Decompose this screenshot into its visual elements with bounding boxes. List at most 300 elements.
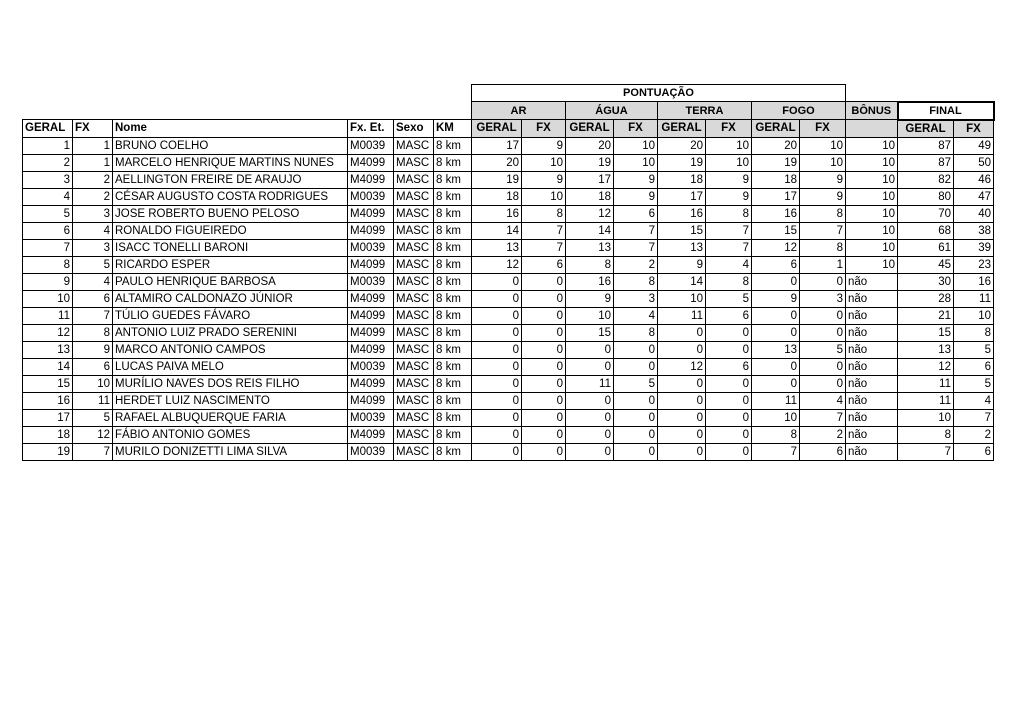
cell-km: 8 km: [434, 341, 472, 358]
cell-fx-et: M4099: [348, 154, 394, 171]
cell-bonus: não: [846, 307, 898, 324]
cell-fx-et: M0039: [348, 188, 394, 205]
cell-km: 8 km: [434, 392, 472, 409]
cell-fx-et: M4099: [348, 341, 394, 358]
cell-fx-et: M4099: [348, 324, 394, 341]
cell-nome: TÚLIO GUEDES FÁVARO: [113, 307, 348, 324]
cell-ar-geral: 0: [472, 273, 522, 290]
cell-fogo-fx: 10: [800, 137, 846, 154]
cell-fx: 5: [73, 256, 113, 273]
cell-fogo-fx: 9: [800, 171, 846, 188]
cell-agua-fx: 0: [614, 341, 658, 358]
cell-agua-fx: 8: [614, 273, 658, 290]
cell-fx-et: M4099: [348, 426, 394, 443]
cell-terra-fx: 5: [706, 290, 752, 307]
cell-bonus: 10: [846, 222, 898, 239]
cell-nome: ISACC TONELLI BARONI: [113, 239, 348, 256]
cell-fogo-geral: 0: [752, 358, 800, 375]
cell-nome: RICARDO ESPER: [113, 256, 348, 273]
cell-fx-et: M4099: [348, 290, 394, 307]
cell-nome: LUCAS PAIVA MELO: [113, 358, 348, 375]
cell-final-fx: 7: [954, 409, 994, 426]
cell-terra-fx: 0: [706, 375, 752, 392]
group-terra: TERRA: [658, 102, 752, 120]
cell-bonus: não: [846, 392, 898, 409]
cell-agua-fx: 5: [614, 375, 658, 392]
cell-agua-fx: 3: [614, 290, 658, 307]
col-terra-fx: FX: [706, 120, 752, 138]
cell-agua-fx: 10: [614, 137, 658, 154]
pontuacao-header: PONTUAÇÃO: [472, 85, 846, 102]
cell-ar-fx: 9: [522, 137, 566, 154]
cell-ar-fx: 0: [522, 273, 566, 290]
cell-nome: RONALDO FIGUEIREDO: [113, 222, 348, 239]
cell-fogo-geral: 7: [752, 443, 800, 460]
cell-geral: 4: [23, 188, 73, 205]
cell-terra-fx: 8: [706, 273, 752, 290]
cell-geral: 5: [23, 205, 73, 222]
cell-bonus: não: [846, 358, 898, 375]
cell-sexo: MASC: [394, 154, 434, 171]
table-row: [23, 273, 994, 290]
table-row: [23, 358, 994, 375]
cell-fx: 8: [73, 324, 113, 341]
cell-ar-geral: 0: [472, 392, 522, 409]
cell-fx-et: M4099: [348, 205, 394, 222]
cell-sexo: MASC: [394, 256, 434, 273]
cell-agua-geral: 11: [566, 375, 614, 392]
cell-fx-et: M4099: [348, 171, 394, 188]
cell-km: 8 km: [434, 222, 472, 239]
cell-final-geral: 68: [898, 222, 954, 239]
cell-sexo: MASC: [394, 171, 434, 188]
cell-final-fx: 6: [954, 443, 994, 460]
cell-terra-geral: 0: [658, 324, 706, 341]
cell-ar-geral: 19: [472, 171, 522, 188]
cell-agua-geral: 12: [566, 205, 614, 222]
cell-ar-fx: 0: [522, 443, 566, 460]
cell-geral: 15: [23, 375, 73, 392]
cell-sexo: MASC: [394, 205, 434, 222]
cell-final-geral: 11: [898, 375, 954, 392]
cell-fx-et: M0039: [348, 409, 394, 426]
cell-km: 8 km: [434, 443, 472, 460]
table-row: [23, 426, 994, 443]
cell-nome: ALTAMIRO CALDONAZO JÚNIOR: [113, 290, 348, 307]
cell-fogo-fx: 5: [800, 341, 846, 358]
col-agua-fx: FX: [614, 120, 658, 138]
header-row-columns: [23, 120, 994, 138]
cell-ar-fx: 0: [522, 409, 566, 426]
cell-terra-geral: 11: [658, 307, 706, 324]
cell-fogo-geral: 6: [752, 256, 800, 273]
cell-sexo: MASC: [394, 324, 434, 341]
cell-terra-geral: 9: [658, 256, 706, 273]
cell-geral: 17: [23, 409, 73, 426]
table-row: [23, 205, 994, 222]
cell-terra-geral: 17: [658, 188, 706, 205]
table-row: [23, 341, 994, 358]
cell-agua-geral: 15: [566, 324, 614, 341]
cell-terra-geral: 20: [658, 137, 706, 154]
cell-agua-geral: 0: [566, 341, 614, 358]
col-sexo: Sexo: [394, 120, 434, 138]
cell-fogo-geral: 0: [752, 307, 800, 324]
table-row: [23, 222, 994, 239]
col-km: KM: [434, 120, 472, 138]
cell-bonus: 10: [846, 188, 898, 205]
cell-terra-geral: 15: [658, 222, 706, 239]
cell-nome: JOSE ROBERTO BUENO PELOSO: [113, 205, 348, 222]
cell-fx: 4: [73, 273, 113, 290]
cell-ar-geral: 0: [472, 409, 522, 426]
header-row-pontuacao: [23, 85, 994, 102]
cell-agua-geral: 16: [566, 273, 614, 290]
cell-geral: 11: [23, 307, 73, 324]
cell-geral: 8: [23, 256, 73, 273]
cell-fogo-fx: 0: [800, 307, 846, 324]
cell-fogo-fx: 0: [800, 375, 846, 392]
cell-final-fx: 4: [954, 392, 994, 409]
cell-fx-et: M4099: [348, 256, 394, 273]
cell-ar-fx: 0: [522, 426, 566, 443]
cell-terra-fx: 0: [706, 426, 752, 443]
cell-km: 8 km: [434, 409, 472, 426]
cell-ar-fx: 8: [522, 205, 566, 222]
cell-fogo-fx: 1: [800, 256, 846, 273]
cell-fogo-fx: 8: [800, 205, 846, 222]
cell-fogo-geral: 0: [752, 273, 800, 290]
group-final: FINAL: [898, 102, 994, 120]
cell-fogo-fx: 0: [800, 273, 846, 290]
cell-agua-fx: 0: [614, 409, 658, 426]
cell-fx-et: M4099: [348, 392, 394, 409]
cell-final-geral: 61: [898, 239, 954, 256]
cell-final-fx: 11: [954, 290, 994, 307]
cell-agua-fx: 0: [614, 443, 658, 460]
cell-fx: 1: [73, 137, 113, 154]
cell-sexo: MASC: [394, 290, 434, 307]
cell-final-geral: 70: [898, 205, 954, 222]
cell-terra-geral: 16: [658, 205, 706, 222]
cell-fx: 6: [73, 290, 113, 307]
cell-nome: RAFAEL ALBUQUERQUE FARIA: [113, 409, 348, 426]
cell-final-geral: 7: [898, 443, 954, 460]
cell-agua-fx: 6: [614, 205, 658, 222]
cell-final-geral: 15: [898, 324, 954, 341]
cell-fogo-geral: 15: [752, 222, 800, 239]
group-bonus: BÔNUS: [846, 102, 898, 120]
cell-agua-geral: 19: [566, 154, 614, 171]
cell-bonus: não: [846, 341, 898, 358]
cell-final-fx: 2: [954, 426, 994, 443]
cell-terra-fx: 8: [706, 205, 752, 222]
table-row: [23, 307, 994, 324]
cell-fx: 5: [73, 409, 113, 426]
cell-terra-fx: 6: [706, 307, 752, 324]
cell-km: 8 km: [434, 239, 472, 256]
cell-fx: 7: [73, 307, 113, 324]
cell-fogo-fx: 0: [800, 324, 846, 341]
cell-fogo-fx: 2: [800, 426, 846, 443]
cell-fogo-geral: 9: [752, 290, 800, 307]
cell-geral: 14: [23, 358, 73, 375]
cell-geral: 10: [23, 290, 73, 307]
cell-fogo-geral: 19: [752, 154, 800, 171]
cell-fx-et: M4099: [348, 222, 394, 239]
cell-terra-fx: 0: [706, 324, 752, 341]
cell-nome: MARCELO HENRIQUE MARTINS NUNES: [113, 154, 348, 171]
cell-bonus: 10: [846, 154, 898, 171]
cell-final-fx: 5: [954, 375, 994, 392]
cell-final-geral: 28: [898, 290, 954, 307]
cell-fx: 2: [73, 188, 113, 205]
cell-ar-geral: 0: [472, 290, 522, 307]
table-row: [23, 443, 994, 460]
cell-fx: 9: [73, 341, 113, 358]
cell-agua-fx: 9: [614, 171, 658, 188]
cell-fx: 3: [73, 205, 113, 222]
cell-ar-fx: 0: [522, 290, 566, 307]
cell-km: 8 km: [434, 375, 472, 392]
col-geral: GERAL: [23, 120, 73, 138]
cell-ar-geral: 16: [472, 205, 522, 222]
cell-nome: FÁBIO ANTONIO GOMES: [113, 426, 348, 443]
cell-km: 8 km: [434, 324, 472, 341]
cell-geral: 1: [23, 137, 73, 154]
table-row: [23, 290, 994, 307]
cell-final-geral: 12: [898, 358, 954, 375]
cell-fogo-fx: 7: [800, 409, 846, 426]
cell-final-geral: 87: [898, 154, 954, 171]
cell-agua-geral: 17: [566, 171, 614, 188]
cell-fogo-geral: 10: [752, 409, 800, 426]
cell-ar-geral: 18: [472, 188, 522, 205]
cell-ar-fx: 0: [522, 358, 566, 375]
cell-fogo-geral: 16: [752, 205, 800, 222]
cell-sexo: MASC: [394, 358, 434, 375]
cell-agua-fx: 2: [614, 256, 658, 273]
table-row: [23, 375, 994, 392]
cell-fx: 10: [73, 375, 113, 392]
cell-km: 8 km: [434, 426, 472, 443]
cell-sexo: MASC: [394, 273, 434, 290]
cell-final-fx: 23: [954, 256, 994, 273]
cell-km: 8 km: [434, 154, 472, 171]
cell-fogo-fx: 0: [800, 358, 846, 375]
table-row: [23, 154, 994, 171]
cell-terra-fx: 7: [706, 222, 752, 239]
cell-ar-geral: 0: [472, 358, 522, 375]
cell-km: 8 km: [434, 273, 472, 290]
cell-nome: HERDET LUIZ NASCIMENTO: [113, 392, 348, 409]
cell-fx-et: M0039: [348, 443, 394, 460]
table-row: [23, 239, 994, 256]
col-fogo-geral: GERAL: [752, 120, 800, 138]
table-row: [23, 324, 994, 341]
cell-fogo-geral: 18: [752, 171, 800, 188]
cell-agua-geral: 0: [566, 443, 614, 460]
cell-ar-geral: 0: [472, 426, 522, 443]
cell-final-fx: 38: [954, 222, 994, 239]
cell-sexo: MASC: [394, 341, 434, 358]
cell-nome: MARCO ANTONIO CAMPOS: [113, 341, 348, 358]
cell-nome: PAULO HENRIQUE BARBOSA: [113, 273, 348, 290]
cell-bonus: 10: [846, 171, 898, 188]
cell-fogo-geral: 12: [752, 239, 800, 256]
cell-sexo: MASC: [394, 137, 434, 154]
cell-fogo-geral: 17: [752, 188, 800, 205]
cell-fx: 2: [73, 171, 113, 188]
cell-ar-geral: 20: [472, 154, 522, 171]
cell-fx-et: M4099: [348, 307, 394, 324]
cell-fx: 7: [73, 443, 113, 460]
cell-ar-geral: 0: [472, 375, 522, 392]
cell-terra-fx: 0: [706, 409, 752, 426]
col-agua-geral: GERAL: [566, 120, 614, 138]
cell-ar-geral: 0: [472, 307, 522, 324]
cell-ar-fx: 9: [522, 171, 566, 188]
cell-agua-geral: 0: [566, 358, 614, 375]
cell-bonus: 10: [846, 205, 898, 222]
cell-ar-fx: 10: [522, 154, 566, 171]
cell-nome: BRUNO COELHO: [113, 137, 348, 154]
cell-ar-geral: 0: [472, 324, 522, 341]
cell-fx-et: M0039: [348, 358, 394, 375]
cell-fx: 3: [73, 239, 113, 256]
cell-geral: 3: [23, 171, 73, 188]
cell-final-fx: 8: [954, 324, 994, 341]
cell-final-fx: 49: [954, 137, 994, 154]
cell-final-fx: 6: [954, 358, 994, 375]
cell-terra-fx: 0: [706, 443, 752, 460]
col-final-fx: FX: [954, 120, 994, 138]
cell-geral: 9: [23, 273, 73, 290]
cell-sexo: MASC: [394, 409, 434, 426]
cell-sexo: MASC: [394, 426, 434, 443]
cell-final-geral: 30: [898, 273, 954, 290]
cell-nome: ANTONIO LUIZ PRADO SERENINI: [113, 324, 348, 341]
col-terra-geral: GERAL: [658, 120, 706, 138]
cell-fogo-fx: 4: [800, 392, 846, 409]
table-row: [23, 137, 994, 154]
cell-km: 8 km: [434, 205, 472, 222]
cell-fx-et: M0039: [348, 239, 394, 256]
cell-fogo-fx: 7: [800, 222, 846, 239]
cell-final-geral: 87: [898, 137, 954, 154]
cell-ar-geral: 17: [472, 137, 522, 154]
cell-fx: 1: [73, 154, 113, 171]
cell-agua-geral: 0: [566, 392, 614, 409]
cell-terra-geral: 18: [658, 171, 706, 188]
cell-ar-fx: 10: [522, 188, 566, 205]
cell-bonus: não: [846, 324, 898, 341]
cell-terra-geral: 0: [658, 443, 706, 460]
cell-nome: CÉSAR AUGUSTO COSTA RODRIGUES: [113, 188, 348, 205]
cell-fogo-fx: 8: [800, 239, 846, 256]
cell-geral: 18: [23, 426, 73, 443]
cell-fogo-fx: 9: [800, 188, 846, 205]
cell-final-geral: 45: [898, 256, 954, 273]
cell-agua-fx: 10: [614, 154, 658, 171]
cell-final-geral: 82: [898, 171, 954, 188]
cell-ar-fx: 0: [522, 375, 566, 392]
col-fx-et: Fx. Et.: [348, 120, 394, 138]
cell-agua-geral: 0: [566, 409, 614, 426]
cell-terra-geral: 0: [658, 426, 706, 443]
cell-geral: 2: [23, 154, 73, 171]
cell-bonus: 10: [846, 239, 898, 256]
cell-km: 8 km: [434, 188, 472, 205]
cell-ar-fx: 0: [522, 307, 566, 324]
cell-final-geral: 13: [898, 341, 954, 358]
cell-terra-geral: 12: [658, 358, 706, 375]
cell-km: 8 km: [434, 137, 472, 154]
cell-final-fx: 10: [954, 307, 994, 324]
results-table: [22, 84, 995, 461]
cell-agua-geral: 20: [566, 137, 614, 154]
cell-agua-geral: 10: [566, 307, 614, 324]
group-agua: ÁGUA: [566, 102, 658, 120]
cell-agua-geral: 14: [566, 222, 614, 239]
cell-terra-geral: 10: [658, 290, 706, 307]
cell-terra-geral: 0: [658, 392, 706, 409]
cell-geral: 13: [23, 341, 73, 358]
cell-agua-geral: 9: [566, 290, 614, 307]
cell-fogo-geral: 8: [752, 426, 800, 443]
cell-fogo-fx: 10: [800, 154, 846, 171]
cell-sexo: MASC: [394, 307, 434, 324]
cell-terra-fx: 9: [706, 171, 752, 188]
table-row: [23, 171, 994, 188]
cell-geral: 19: [23, 443, 73, 460]
cell-sexo: MASC: [394, 375, 434, 392]
cell-fx-et: M0039: [348, 273, 394, 290]
col-ar-geral: GERAL: [472, 120, 522, 138]
header-row-groups: [23, 102, 994, 120]
cell-bonus: 10: [846, 256, 898, 273]
cell-terra-geral: 0: [658, 409, 706, 426]
cell-fogo-geral: 0: [752, 324, 800, 341]
cell-nome: MURILO DONIZETTI LIMA SILVA: [113, 443, 348, 460]
cell-agua-geral: 13: [566, 239, 614, 256]
cell-ar-fx: 0: [522, 324, 566, 341]
cell-geral: 16: [23, 392, 73, 409]
cell-bonus: não: [846, 375, 898, 392]
cell-final-fx: 5: [954, 341, 994, 358]
cell-fx: 6: [73, 358, 113, 375]
cell-final-geral: 21: [898, 307, 954, 324]
cell-terra-fx: 4: [706, 256, 752, 273]
cell-bonus: não: [846, 290, 898, 307]
cell-agua-fx: 8: [614, 324, 658, 341]
cell-fx: 12: [73, 426, 113, 443]
cell-sexo: MASC: [394, 443, 434, 460]
group-fogo: FOGO: [752, 102, 846, 120]
cell-bonus: não: [846, 443, 898, 460]
cell-km: 8 km: [434, 358, 472, 375]
cell-fogo-fx: 6: [800, 443, 846, 460]
cell-ar-fx: 6: [522, 256, 566, 273]
cell-fx: 11: [73, 392, 113, 409]
cell-bonus: 10: [846, 137, 898, 154]
cell-sexo: MASC: [394, 188, 434, 205]
cell-agua-fx: 0: [614, 358, 658, 375]
cell-fx: 4: [73, 222, 113, 239]
cell-terra-geral: 0: [658, 375, 706, 392]
cell-agua-fx: 4: [614, 307, 658, 324]
cell-agua-fx: 7: [614, 222, 658, 239]
